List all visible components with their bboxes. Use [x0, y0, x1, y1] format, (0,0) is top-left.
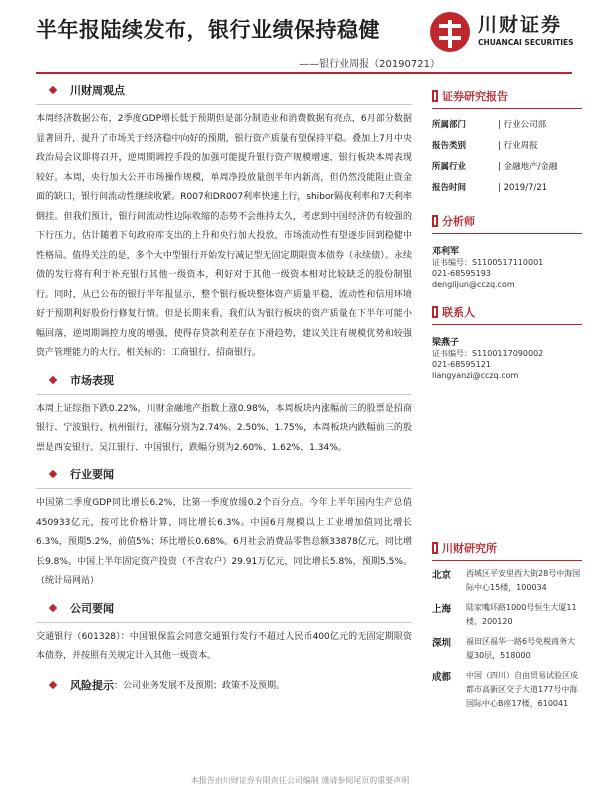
address-row [432, 601, 582, 629]
info-row [432, 136, 582, 157]
info-value: | 行业公司部 [498, 120, 547, 130]
contact-license: 证书编号：S1100117090002 [432, 349, 544, 358]
section-text: 本周上证综指下跌0.22%，川财金融地产指数上涨0.98%，本周板块内涨幅前三的股票是招商银行、宁波银行、杭州银行，涨幅分别为2.74%、2.50%、1.75%，本周板块内跌幅前三的股票是西安银行、吴江银行、中国银行，跌幅分别为2.60%、1.62%、1.34%。 [36, 403, 412, 453]
sidebar [432, 88, 582, 708]
logo-name: 川财证券 [478, 14, 563, 36]
section-divider [36, 488, 412, 489]
bracket-icon [432, 306, 438, 318]
analyst-phone: 021-68595193 [432, 269, 491, 278]
diamond-icon [49, 680, 57, 688]
report-info-block [432, 88, 582, 199]
address-city: 成都 [432, 672, 452, 683]
risk-text: ：公司业务发展不及预期；政策不及预期。 [114, 681, 286, 691]
info-label: 所属部门 [432, 120, 467, 130]
info-row [432, 115, 582, 136]
section-title: 风险提示 [70, 678, 114, 692]
sidebar-divider [432, 324, 582, 325]
sidebar-heading [432, 540, 582, 556]
sidebar-heading [432, 304, 582, 320]
address-row [432, 635, 582, 663]
analyst-license: 证书编号：S1100517110001 [432, 258, 544, 267]
info-value: | 2019/7/21 [498, 183, 548, 193]
address-text: 中国（四川）自由贸易试验区成都市高新区交子大道177号中海国际中心B座17楼，610041 [466, 671, 578, 708]
main-content [36, 82, 412, 693]
address-city: 北京 [432, 570, 452, 581]
analyst-name: 邓利军 [432, 247, 460, 257]
section-title: 行业要闻 [70, 468, 114, 481]
report-subtitle: ——银行业周报（20190721） [299, 59, 440, 70]
logo-name-en: CHUANCAI SECURITIES [478, 38, 574, 47]
diamond-icon [49, 470, 57, 478]
sidebar-heading-label: 联系人 [442, 306, 475, 319]
page-title: 半年报陆续发布，银行业绩保持稳健 [36, 18, 380, 42]
analyst-email[interactable]: denglijun@cczq.com [432, 280, 515, 289]
section-heading [36, 466, 412, 482]
bracket-icon [432, 542, 438, 554]
sidebar-heading [432, 88, 582, 104]
section-title: 川财周观点 [70, 84, 125, 97]
company-block [432, 540, 582, 711]
company-logo [430, 10, 580, 56]
section-heading [36, 372, 412, 388]
analyst-block [432, 213, 582, 290]
info-value: | 行业周报 [498, 141, 538, 151]
contact-phone: 021-68595121 [432, 360, 491, 369]
address-row [432, 567, 582, 595]
info-row [432, 178, 582, 199]
section-risk [36, 677, 412, 693]
sidebar-heading-label: 证券研究报告 [442, 90, 508, 103]
diamond-icon [49, 603, 57, 611]
info-row [432, 157, 582, 178]
page-footer: 本报告由川财证券有限责任公司编制 谨请参阅尾页的重要声明 [190, 776, 410, 785]
section-divider [36, 394, 412, 395]
sidebar-divider [432, 108, 582, 109]
diamond-icon [49, 86, 57, 94]
section-heading [36, 82, 412, 98]
diamond-icon [49, 375, 57, 383]
contact-name: 梁燕子 [432, 338, 460, 348]
contact-email[interactable]: liangyanzi@cczq.com [432, 371, 519, 380]
section-divider [36, 104, 412, 105]
info-label: 报告时间 [432, 183, 467, 193]
sidebar-heading [432, 213, 582, 229]
sidebar-divider [432, 233, 582, 234]
section-divider [36, 622, 412, 623]
section-weekly-view [36, 82, 412, 364]
bracket-icon [432, 90, 438, 102]
contact-block [432, 304, 582, 381]
info-label: 报告类别 [432, 141, 467, 151]
info-label: 所属行业 [432, 162, 467, 172]
info-value: | 金融地产/金融 [498, 162, 558, 172]
section-heading [36, 600, 412, 616]
address-city: 上海 [432, 604, 452, 615]
sidebar-heading-label: 分析师 [442, 215, 475, 228]
address-text: 陆家嘴环路1000号恒生大厦11楼，200120 [466, 603, 577, 626]
sidebar-divider [432, 560, 582, 561]
section-title: 市场表现 [70, 373, 114, 387]
section-text: 本周经济数据公布，2季度GDP增长低于预期但是部分制造业和消费数据有亮点，6月部分数据显著回升，提升了市场关于经济稳中向好的预期，银行资产质量有望保持平稳。叠加上7月中央政治局会议即将召开，逆周期调控手段的加强可能提升银行资产规模增速，银行板块本周表现较好。本周，央行加大公开市场操作规模，单周净投放量创半年内新高，但仍然没能阻止资金面的缺口，银行间流动性继续收紧。R007和DR007利率快速上行，shibor隔夜利率和7天利率倒挂。但我们预计，银行间流动性边际收缩的态势不会维持太久，考虑到中国经济仍有较强的下行压力，估计随着下旬政府库支出的上升和央行加大投放，市场流动性有望逐步回到稳健中性格局。值得关注的是，多个大中型银行开始发行减记型无固定期限资本债券（永续债）。永续债的发行将有利于补充银行其他一级资本，利好对于其他一级资本相对比较缺乏的股份制银行。同时，从已公布的银行半年报显示，整个银行板块整体资产质量平稳，流动性和信用环境好于预期利好股份行修复行情。但是长期来看，我们认为银行板块的资产质量在下半年可能小幅回落，逆周期调控力度的增强，使得存贷款利差存在下滑趋势，建议关注有规模优势和较强资产管理能力的大行。相关标的：工商银行、招商银行。 [36, 114, 412, 358]
section-industry-news [36, 466, 412, 592]
section-title: 公司要闻 [70, 601, 114, 615]
bracket-icon [432, 215, 438, 227]
address-row [432, 669, 582, 711]
address-text: 福田区福华一路6号免税商务大厦30层，518000 [466, 637, 576, 660]
address-text: 西城区平安里西大街28号中海国际中心15楼，100034 [466, 569, 581, 592]
address-city: 深圳 [432, 638, 452, 649]
section-market [36, 372, 412, 459]
header-rule [36, 72, 572, 74]
section-text: 中国第二季度GDP同比增长6.2%，比第一季度放缓0.2个百分点。今年上半年国内生产总值450933亿元，按可比价格计算，同比增长6.3%。中国6月规模以上工业增加值同比增长6.3%，预期5.2%，前值5%；环比增长0.68%。6月社会消费品零售总额33878亿元，同比增长9.8%。中国上半年固定资产投资（不含农户）29.91万亿元，同比增长5.8%，预期5.5%。（统计局网站） [36, 498, 412, 586]
section-heading [36, 677, 412, 693]
logo-mark-icon [430, 12, 470, 52]
sidebar-heading-label: 川财研究所 [442, 542, 497, 555]
section-text: 交通银行（601328）：中国银保监会同意交通银行发行不超过人民币400亿元的无固定期限资本债券，并按照有关规定计入其他一级资本。 [36, 631, 412, 661]
section-company-news [36, 600, 412, 667]
